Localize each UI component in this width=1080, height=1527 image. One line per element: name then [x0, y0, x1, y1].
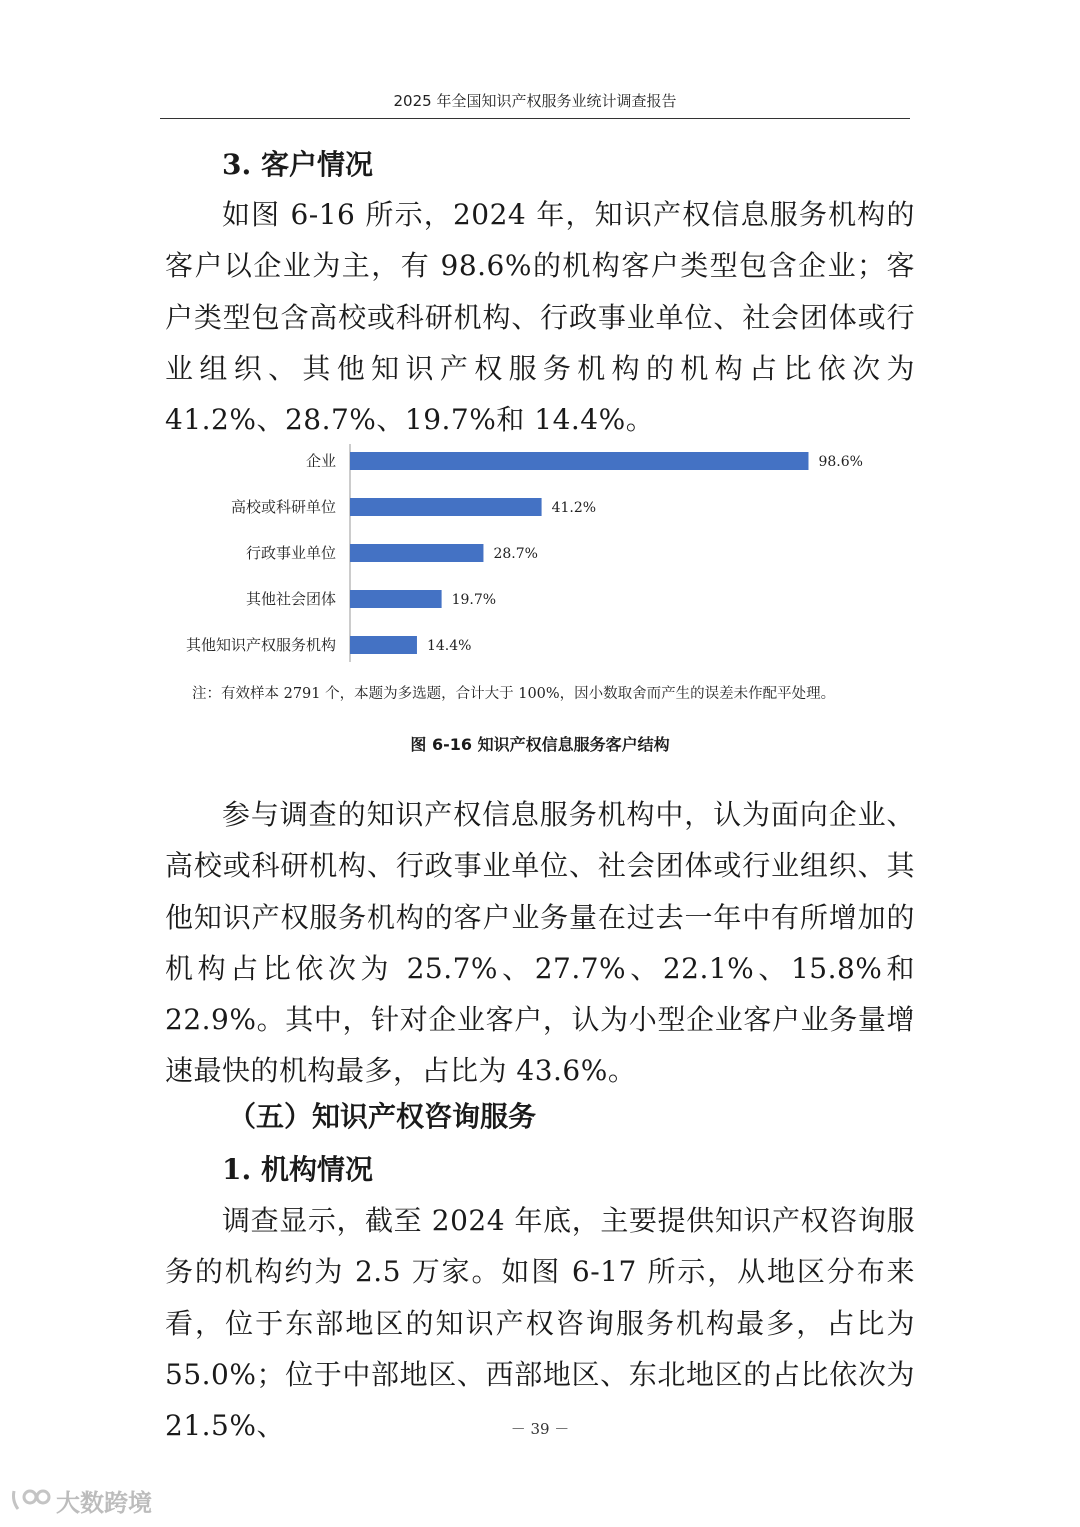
value-label: 41.2%	[551, 500, 597, 516]
chart-note: 注：有效样本 2791 个，本题为多选题，合计大于 100%，因小数取舍而产生的误差未作配平处理。	[192, 686, 836, 702]
category-label: 其他知识产权服务机构	[185, 636, 336, 654]
watermark	[10, 1485, 152, 1515]
value-label: 98.6%	[818, 454, 863, 470]
value-label: 14.4%	[426, 638, 472, 654]
value-label: 28.7%	[493, 546, 538, 562]
watermark-logo-icon	[10, 1487, 52, 1513]
customer-structure-bar-chart	[160, 440, 920, 670]
bar	[350, 498, 542, 516]
page-number: － 39 －	[510, 1420, 570, 1438]
subheading-institutions: 1. 机构情况	[222, 1153, 373, 1186]
section-heading-customers: 3. 客户情况	[222, 148, 373, 181]
bar	[350, 590, 442, 608]
bar	[350, 452, 808, 470]
header-divider	[160, 118, 910, 119]
watermark-text: 大数跨境	[56, 1488, 152, 1517]
figure-caption: 图 6-16 知识产权信息服务客户结构	[410, 735, 670, 754]
bar	[350, 544, 483, 562]
category-label: 行政事业单位	[245, 544, 336, 562]
section-heading-consulting: （五）知识产权咨询服务	[228, 1100, 537, 1133]
page-header: 2025 年全国知识产权服务业统计调查报告	[393, 92, 677, 110]
paragraph-customers: 如图 6-16 所示，2024 年，知识产权信息服务机构的客户以企业为主，有 98.6%的机构客户类型包含企业；客户类型包含高校或科研机构、行政事业单位、社会团体或行业组织、其他知识产权服务机构的机构占比依次为 41.2%、28.7%、19.7%和 14.4%。	[165, 198, 915, 437]
category-label: 高校或科研单位	[230, 498, 336, 516]
value-label: 19.7%	[451, 592, 497, 608]
bar	[350, 636, 417, 654]
paragraph-growth: 参与调查的知识产权信息服务机构中，认为面向企业、高校或科研机构、行政事业单位、社会团体或行业组织、其他知识产权服务机构的客户业务量在过去一年中有所增加的机构占比依次为 25.7%、27.7%、22.1%、15.8%和 22.9%。其中，针对企业客户，认为小型企业客户业务量增速最快的机构最多，占比为 43.6%。	[165, 798, 915, 1088]
category-label: 其他社会团体	[245, 590, 336, 608]
paragraph-consulting: 调查显示，截至 2024 年底，主要提供知识产权咨询服务的机构约为 2.5 万家。如图 6-17 所示，从地区分布来看，位于东部地区的知识产权咨询服务机构最多，占比为 55.0%；位于中部地区、西部地区、东北地区的占比依次为 21.5%、	[165, 1204, 915, 1443]
category-label: 企业	[305, 452, 336, 470]
